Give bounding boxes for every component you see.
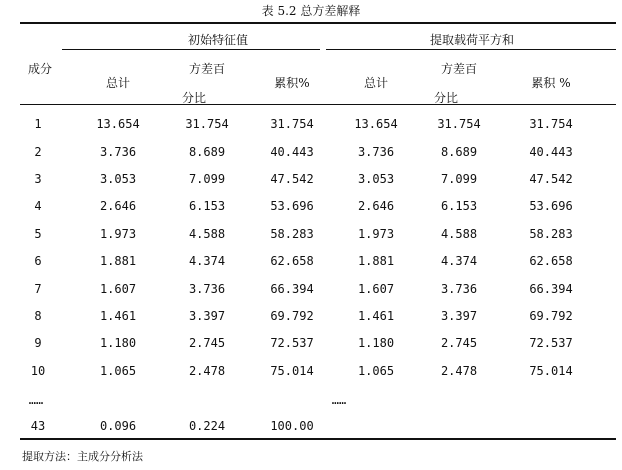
value-cell: 40.443	[529, 145, 573, 159]
group-header-initial: 初始特征值	[187, 33, 249, 47]
component-cell: 7	[34, 282, 42, 296]
group-header-extraction: 提取载荷平方和	[429, 33, 515, 47]
value-cell: 1.180	[99, 336, 137, 350]
value-cell: 62.658	[529, 254, 573, 268]
value-cell: 3.397	[188, 309, 226, 323]
value-cell: 1.461	[357, 309, 395, 323]
value-cell: 0.224	[188, 419, 226, 433]
value-cell: 4.588	[188, 227, 226, 241]
value-cell: 6.153	[188, 199, 226, 213]
value-cell: 69.792	[529, 309, 573, 323]
value-cell: 1.180	[357, 336, 395, 350]
top-rule	[20, 22, 616, 24]
value-cell: 2.745	[440, 336, 478, 350]
sub-header-2: 方差百	[188, 62, 226, 76]
value-cell: 0.096	[99, 419, 137, 433]
value-cell: 2.478	[188, 364, 226, 378]
value-cell: 53.696	[270, 199, 314, 213]
component-cell: 5	[34, 227, 42, 241]
component-cell: 9	[34, 336, 42, 350]
row-header: 成分	[27, 62, 53, 76]
footnote: 提取方法：主成分分析法	[22, 450, 143, 463]
value-cell: 4.374	[188, 254, 226, 268]
component-cell: 10	[30, 364, 46, 378]
value-cell: 3.397	[440, 309, 478, 323]
value-cell: 1.607	[99, 282, 137, 296]
component-cell: 3	[34, 172, 42, 186]
value-cell: 66.394	[270, 282, 314, 296]
value-cell: 7.099	[440, 172, 478, 186]
value-cell: 2.478	[440, 364, 478, 378]
table-title: 表 5.2 总方差解释	[261, 4, 361, 18]
value-cell: 31.754	[270, 117, 314, 131]
component-cell: 6	[34, 254, 42, 268]
sub-header-2-line2: 分比	[181, 91, 207, 105]
value-cell: 31.754	[529, 117, 573, 131]
value-cell: 100.00	[270, 419, 314, 433]
value-cell: 8.689	[188, 145, 226, 159]
value-cell: 40.443	[270, 145, 314, 159]
group-rule-left	[62, 49, 320, 50]
value-cell: 6.153	[440, 199, 478, 213]
component-cell: ……	[28, 393, 44, 407]
value-cell: 1.065	[357, 364, 395, 378]
value-cell: 75.014	[270, 364, 314, 378]
value-cell: 1.973	[357, 227, 395, 241]
value-cell: 47.542	[270, 172, 314, 186]
value-cell: 1.461	[99, 309, 137, 323]
value-cell: 58.283	[270, 227, 314, 241]
component-cell: 4	[34, 199, 42, 213]
value-cell: 4.374	[440, 254, 478, 268]
value-cell: 1.973	[99, 227, 137, 241]
value-cell: 53.696	[529, 199, 573, 213]
value-cell: 3.053	[357, 172, 395, 186]
value-cell: 31.754	[437, 117, 481, 131]
value-cell: 1.607	[357, 282, 395, 296]
value-cell: 3.053	[99, 172, 137, 186]
sub-header-3: 累积%	[274, 76, 310, 90]
value-cell: 1.881	[99, 254, 137, 268]
value-cell: 4.588	[440, 227, 478, 241]
value-cell: 3.736	[357, 145, 395, 159]
component-cell: 43	[30, 419, 46, 433]
value-cell: 2.646	[357, 199, 395, 213]
value-cell: 1.881	[357, 254, 395, 268]
sub-header-5-line2: 分比	[433, 91, 459, 105]
sub-header-1: 总计	[105, 76, 131, 90]
value-cell: 7.099	[188, 172, 226, 186]
value-cell: 13.654	[354, 117, 398, 131]
value-cell: 72.537	[270, 336, 314, 350]
value-cell: 3.736	[440, 282, 478, 296]
value-cell: 8.689	[440, 145, 478, 159]
value-cell: 62.658	[270, 254, 314, 268]
sub-header-4: 总计	[363, 76, 389, 90]
value-cell: 1.065	[99, 364, 137, 378]
value-cell: 58.283	[529, 227, 573, 241]
component-cell: 8	[34, 309, 42, 323]
sub-header-6: 累积 %	[531, 76, 571, 90]
bottom-rule	[20, 438, 616, 440]
group-rule-right	[326, 49, 616, 50]
value-cell: 72.537	[529, 336, 573, 350]
value-cell: 75.014	[529, 364, 573, 378]
value-cell: 47.542	[529, 172, 573, 186]
sub-header-5: 方差百	[440, 62, 478, 76]
component-cell: 1	[34, 117, 42, 131]
value-cell: 3.736	[99, 145, 137, 159]
value-cell: 31.754	[185, 117, 229, 131]
value-cell: 2.745	[188, 336, 226, 350]
value-cell: ……	[331, 393, 347, 407]
value-cell: 3.736	[188, 282, 226, 296]
value-cell: 66.394	[529, 282, 573, 296]
value-cell: 13.654	[96, 117, 140, 131]
value-cell: 69.792	[270, 309, 314, 323]
component-cell: 2	[34, 145, 42, 159]
value-cell: 2.646	[99, 199, 137, 213]
header-rule	[20, 104, 616, 105]
